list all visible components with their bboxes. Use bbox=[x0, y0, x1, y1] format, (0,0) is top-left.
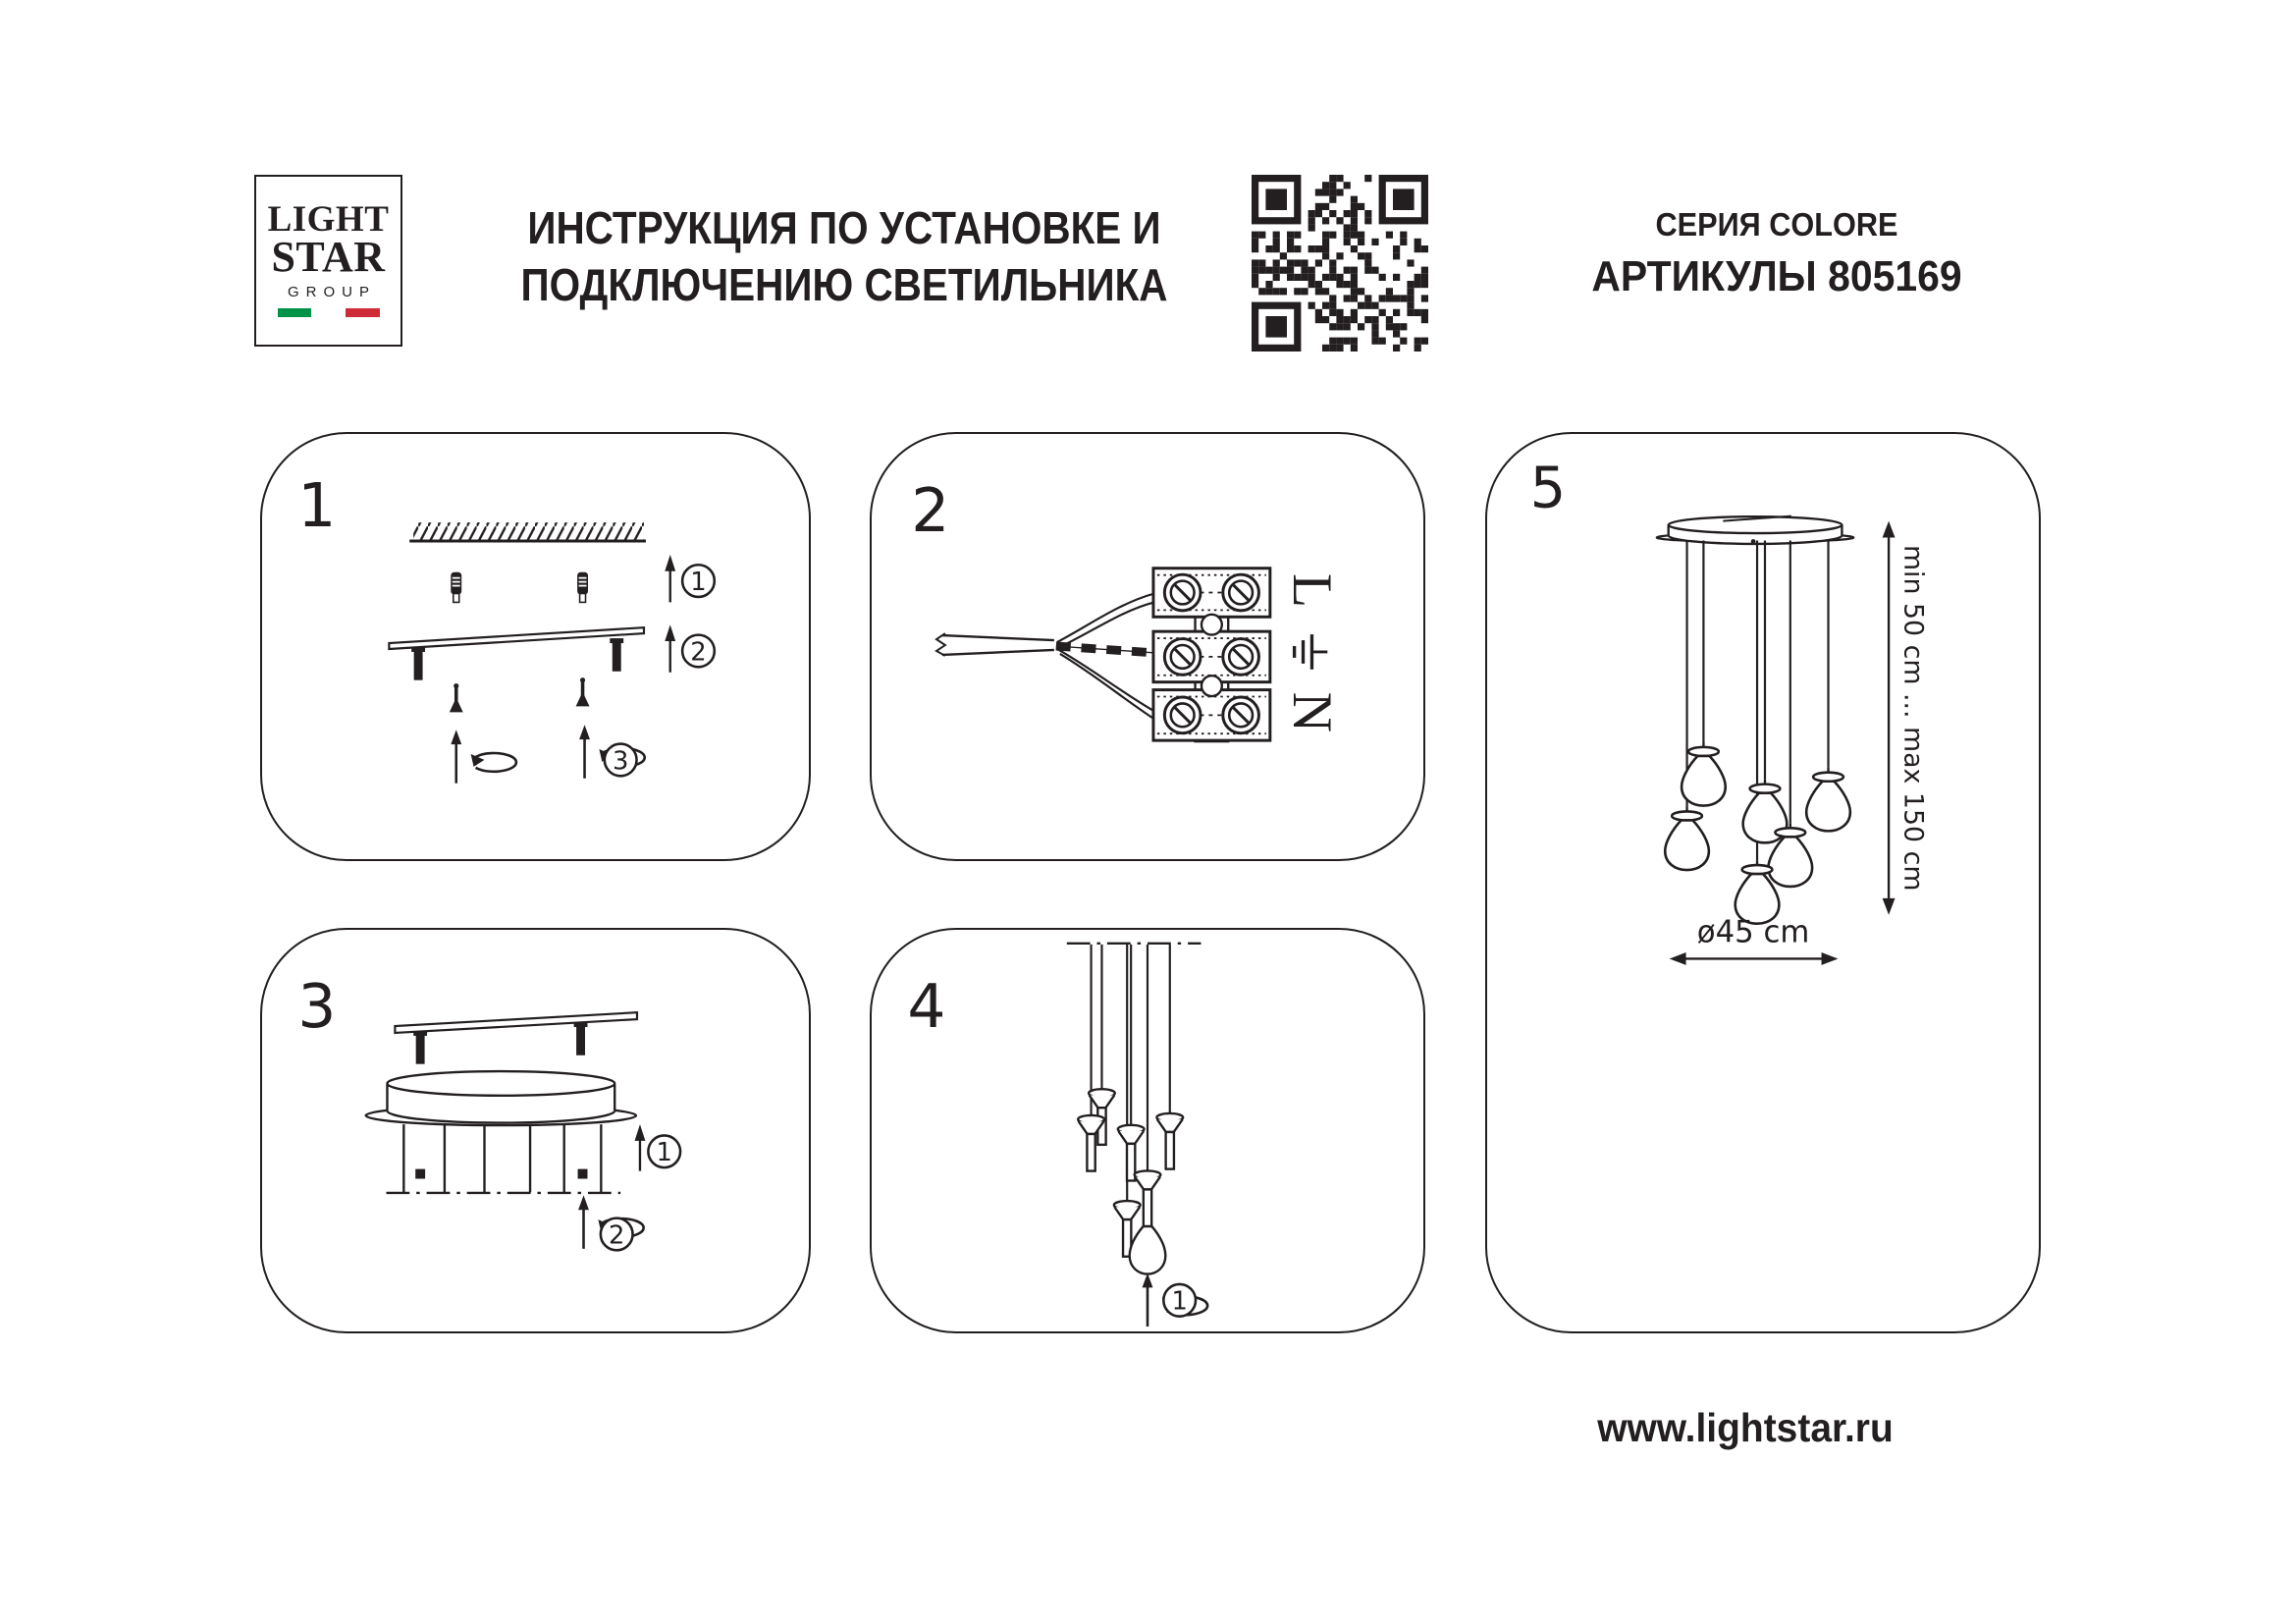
article-label: АРТИКУЛЫ 805169 bbox=[1591, 252, 1962, 300]
panel-step-5 bbox=[1485, 432, 2041, 1333]
panel-1-number: 1 bbox=[297, 471, 337, 542]
step-marker-2 bbox=[665, 624, 715, 673]
panel-step-2 bbox=[870, 432, 1425, 861]
glass-shade-icon bbox=[1130, 1226, 1166, 1274]
glass-shade-icon bbox=[1665, 807, 1709, 871]
svg-text:1: 1 bbox=[690, 568, 707, 598]
neutral-label: N bbox=[1280, 691, 1343, 733]
title-line-1: ИНСТРУКЦИЯ ПО УСТАНОВКЕ И bbox=[527, 202, 1161, 253]
ceiling-plate bbox=[1657, 516, 1854, 544]
step-marker-1 bbox=[665, 555, 715, 603]
screw-icon bbox=[576, 677, 590, 706]
logo-light: LIGHT bbox=[267, 199, 390, 240]
mains-cable bbox=[936, 593, 1155, 719]
terminal-block-icon bbox=[1153, 568, 1270, 741]
height-range-label: min 50 cm ... max 150 cm bbox=[1897, 544, 1929, 892]
canopy-base bbox=[366, 1071, 636, 1125]
wire-stop bbox=[578, 1169, 588, 1179]
italian-flag-icon bbox=[278, 308, 380, 317]
wall-plug-icon bbox=[451, 572, 461, 603]
svg-text:1: 1 bbox=[656, 1138, 672, 1168]
diameter-label: ø45 cm bbox=[1696, 914, 1810, 950]
height-dimension-arrow bbox=[1883, 521, 1896, 915]
panel-2-number: 2 bbox=[911, 476, 950, 547]
glass-shade-icon bbox=[1682, 742, 1726, 806]
mounting-bracket bbox=[389, 627, 644, 680]
lamp-socket-icon bbox=[1156, 1113, 1183, 1169]
screw-rotation-icon bbox=[451, 730, 516, 783]
step-marker-2 bbox=[601, 1218, 633, 1251]
glass-shade-icon bbox=[1806, 768, 1850, 832]
step-marker-3 bbox=[605, 744, 637, 777]
panel-3-number: 3 bbox=[297, 972, 337, 1043]
product-info bbox=[1549, 206, 2005, 301]
qr-code bbox=[1252, 175, 1428, 352]
svg-text:2: 2 bbox=[609, 1220, 625, 1251]
ceiling-hatch-icon bbox=[409, 522, 646, 541]
website-url: www.lightstar.ru bbox=[1597, 1405, 1894, 1450]
glass-shade-icon bbox=[1768, 823, 1812, 887]
diameter-dimension-arrow bbox=[1670, 952, 1839, 965]
ground-earth-icon bbox=[1295, 634, 1328, 670]
lightstar-logo bbox=[254, 175, 402, 347]
panel-5-number: 5 bbox=[1529, 455, 1567, 521]
panel-step-1 bbox=[260, 432, 811, 861]
step-marker-1 bbox=[1163, 1284, 1196, 1317]
line-label: L bbox=[1280, 572, 1343, 609]
screw-icon bbox=[450, 683, 463, 712]
logo-star: STAR bbox=[271, 233, 386, 282]
panel-step-4 bbox=[870, 928, 1425, 1333]
title-line-2: ПОДКЛЮЧЕНИЮ СВЕТИЛЬНИКА bbox=[520, 258, 1168, 310]
hanging-wires bbox=[403, 1124, 601, 1192]
step-marker-1 bbox=[635, 1124, 681, 1171]
panel-step-3 bbox=[260, 928, 811, 1333]
svg-text:1: 1 bbox=[1171, 1286, 1188, 1317]
wire-stop bbox=[415, 1169, 425, 1179]
wall-plug-icon bbox=[577, 572, 588, 603]
svg-text:2: 2 bbox=[690, 637, 707, 668]
page-title bbox=[473, 200, 1216, 314]
series-label: СЕРИЯ COLORE bbox=[1655, 206, 1898, 243]
mounting-bracket bbox=[395, 1012, 637, 1063]
svg-text:3: 3 bbox=[613, 746, 629, 777]
panel-4-number: 4 bbox=[907, 972, 946, 1043]
lamp-socket-icon bbox=[1135, 1170, 1161, 1226]
logo-group: GROUP bbox=[287, 283, 376, 300]
